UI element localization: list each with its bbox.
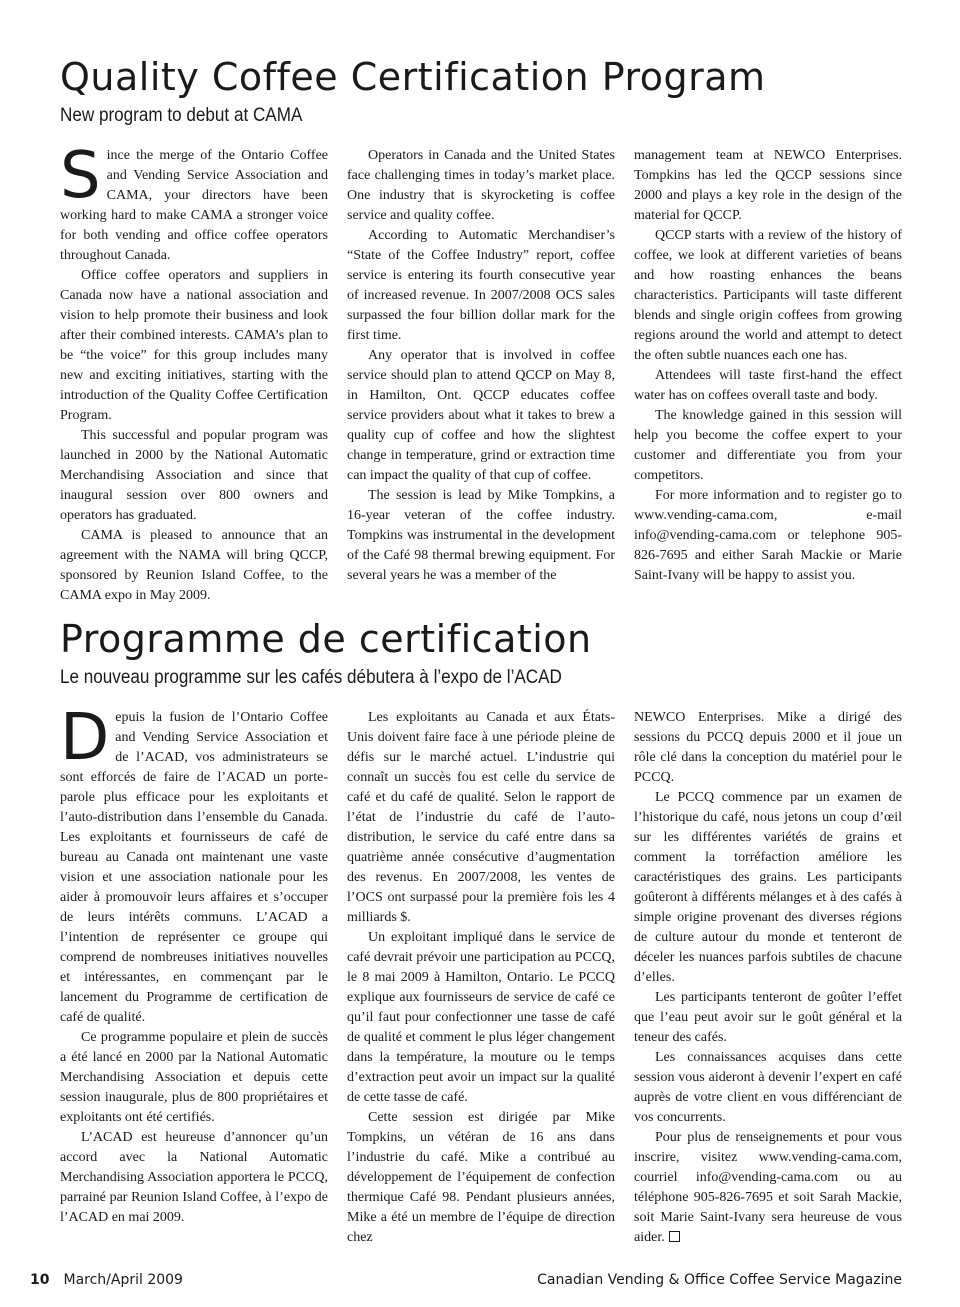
paragraph: CAMA is pleased to announce that an agreement with the NAMA will bring QCCP, sponsored by Reunion Island Coffee, to the CAMA expo in May 2009. — [60, 528, 328, 603]
end-mark-icon — [669, 1231, 680, 1242]
footer-left — [30, 1272, 183, 1288]
publication-name: Canadian Vending & Office Coffee Service Magazine — [537, 1272, 902, 1288]
paragraph: Les exploitants au Canada et aux États-Unis doivent faire face à une période pleine de défis sur le marché actuel. L’industrie qui connaît un succès fou est celle du service de café et du café de qualité. Selon le rapport de l’état de l’industrie du café de l’auto-distribution, le service du café entre dans sa quatrième année consécutive d’augmentation des revenus. En 2007/2008, les ventes de l’OCS ont surpassé pour la première fois les 4 milliards $. — [347, 710, 615, 925]
paragraph: Ce programme populaire et plein de succès a été lancé en 2000 par la National Automatic Merchandising Association et depuis cette session inaugurale, plus de 800 propriétaires et exploitants ont été certifiés. — [60, 1030, 328, 1125]
paragraph: Office coffee operators and suppliers in Canada now have a national association and vision to help promote their business and look after their combined interests. CAMA’s plan to be “the voice” for this group includes many new and exciting initiatives, starting with the introduction of the Quality Coffee Certification Program. — [60, 268, 328, 423]
article-columns — [60, 701, 902, 1248]
paragraph: Attendees will taste first-hand the effect water has on coffees overall taste and body. — [634, 368, 902, 403]
paragraph: Cette session est dirigée par Mike Tompkins, un vétéran de 16 ans dans l’industrie du café. Mike a contribué au développement de l’équipement de confection thermique Café 98. Pendant plusieurs années, Mike a été un membre de l’équipe de direction chez — [347, 1110, 615, 1245]
paragraph: The session is lead by Mike Tompkins, a 16-year veteran of the coffee industry. Tompkins was instrumental in the development of the Café 98 thermal brewing equipment. For several years he was a member of the — [347, 488, 615, 583]
paragraph: Since the merge of the Ontario Coffee and Vending Service Association and CAMA, your directors have been working hard to make CAMA a stronger voice for both vending and office coffee operators throughout Canada. — [60, 139, 328, 263]
paragraph: The knowledge gained in this session will help you become the coffee expert to your customer and differentiate you from your competitors. — [634, 408, 902, 483]
drop-cap: S — [60, 139, 101, 213]
french-article — [60, 614, 902, 1248]
paragraph: Un exploitant impliqué dans le service de café devrait prévoir une participation au PCCQ, le 8 mai 2009 à Hamilton, Ontario. Le PCCQ explique aux fournisseurs de service de café ce qu’il faut pour confectionner une tasse de café de qualité et comment le plus léger changement dans la température, la mouture ou le temps d’extraction peut avoir un impact sur la qualité de cette tasse de café. — [347, 930, 615, 1105]
article-title: Programme de certification — [60, 617, 592, 661]
drop-cap: D — [60, 701, 110, 775]
paragraph: Depuis la fusion de l’Ontario Coffee and Vending Service Association et de l’ACAD, vos administrateurs se sont efforcés de faire de l’ACAD un porte-parole plus efficace pour les exploitants et l’auto-distribution dans l’ensemble du Canada. Les exploitants et fournisseurs de café de bureau au Canada ont maintenant une vaste vision et une association nationale pour les aider à promouvoir leurs affaires et s’occuper de leurs intérêts communs. L’ACAD a l’intention de représenter ce groupe qui comprend de nombreuses initiatives nouvelles et intéressantes, en commençant par le lancement du Programme de certification de café de qualité. — [60, 701, 328, 1025]
paragraph: Operators in Canada and the United States face challenging times in today’s market place. One industry that is skyrocketing is coffee service and quality coffee. — [347, 148, 615, 223]
column-2 — [347, 708, 615, 1248]
paragraph: Any operator that is involved in coffee service should plan to attend QCCP on May 8, in Hamilton, Ont. QCCP educates coffee service providers about what it takes to brew a quality cup of coffee and how the slightest change in temperature, grind or extraction time can impact the quality of that cup of coffee. — [347, 348, 615, 483]
paragraph: For more information and to register go to www.vending-cama.com, e-mail info@vending-cama.com or telephone 905-826-7695 and either Sarah Mackie or Marie Saint-Ivany will be happy to assist you. — [634, 488, 902, 583]
column-3 — [634, 708, 902, 1248]
paragraph: NEWCO Enterprises. Mike a dirigé des sessions du PCCQ depuis 2000 et il joue un rôle clé dans la conception du matériel pour le PCCQ. — [634, 710, 902, 785]
paragraph: Le PCCQ commence par un examen de l’historique du café, nous jetons un coup d’œil sur les différentes variétés de grains et comment la torréfaction améliore les caractéristiques des grains. Les participants goûteront à différents mélanges et à des cafés à simple origine provenant des diverses régions de culture autour du monde et tenteront de déceler les nuances parfois subtiles de chacune d’elles. — [634, 790, 902, 985]
paragraph: Pour plus de renseignements et pour vous inscrire, visitez www.vending-cama.com, courriel info@vending-cama.com ou au téléphone 905-826-7695 et soit Sarah Mackie, soit Marie Saint-Ivany sera heureuse de vous aider. — [634, 1130, 902, 1245]
column-3 — [634, 146, 902, 606]
paragraph: management team at NEWCO Enterprises. Tompkins has led the QCCP sessions since 2000 and plays a key role in the design of the material for QCCP. — [634, 148, 902, 223]
english-article — [60, 52, 902, 606]
page-number: 10 — [30, 1272, 50, 1288]
issue-date: March/April 2009 — [63, 1272, 183, 1288]
column-1 — [60, 139, 328, 606]
column-2 — [347, 146, 615, 606]
paragraph: Les connaissances acquises dans cette session vous aideront à devenir l’expert en café auprès de votre client en vous différenciant de vos concurrents. — [634, 1050, 902, 1125]
paragraph: This successful and popular program was launched in 2000 by the National Automatic Merchandising Association and since that inaugural session over 800 owners and operators has graduated. — [60, 428, 328, 523]
paragraph: L’ACAD est heureuse d’annoncer qu’un accord avec la National Automatic Merchandising Association apportera le PCCQ, parrainé par Reunion Island Coffee, à l’expo de l’ACAD en mai 2009. — [60, 1130, 328, 1225]
paragraph: According to Automatic Merchandiser’s “State of the Coffee Industry” report, coffee service is entering its fourth consecutive year of increased revenue. In 2007/2008 OCS sales surpassed the four billion dollar mark for the first time. — [347, 228, 615, 343]
article-columns — [60, 139, 902, 606]
page-footer — [30, 1272, 902, 1288]
paragraph: QCCP starts with a review of the history of coffee, we look at different varieties of beans and how roasting enhances the beans characteristics. Participants will taste different blends and single origin coffees from growing regions around the world and attempt to detect the often subtle nuances each one has. — [634, 228, 902, 363]
article-subtitle: Le nouveau programme sur les cafés débutera à l’expo de l’ACAD — [60, 667, 562, 688]
column-1 — [60, 701, 328, 1248]
paragraph: Les participants tenteront de goûter l’effet que l’eau peut avoir sur le goût général et la teneur des cafés. — [634, 990, 902, 1045]
article-title: Quality Coffee Certification Program — [60, 55, 766, 99]
article-subtitle: New program to debut at CAMA — [60, 105, 303, 126]
